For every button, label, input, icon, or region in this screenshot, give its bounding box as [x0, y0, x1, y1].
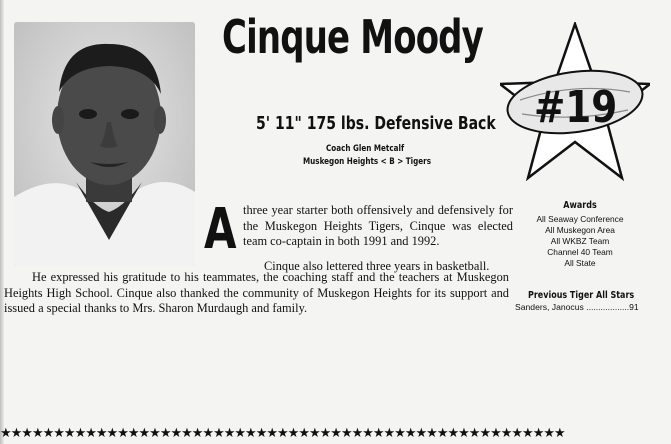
- school-name: Muskegon Heights < B > Tigers: [303, 157, 432, 167]
- drop-cap: A: [204, 197, 237, 262]
- player-photo: [14, 22, 195, 266]
- awards-list: [520, 214, 640, 269]
- list-item: All Muskegon Area: [545, 225, 615, 235]
- story-paragraph-1: three year starter both offensively and defensively for the Muskegon Heights Tigers, Cinque was elected team co-captain in both 1991 and 1992.: [243, 203, 513, 248]
- list-item: All State: [564, 258, 596, 268]
- page-binding-edge: [0, 0, 4, 444]
- previous-all-stars-heading: Previous Tiger All Stars: [528, 290, 635, 301]
- story-paragraph-2: Cinque also lettered three years in basketball.: [264, 259, 490, 273]
- jersey-number: #19: [533, 81, 618, 133]
- player-name: Cinque Moody: [222, 10, 483, 64]
- jersey-star-badge: [500, 22, 650, 182]
- awards-heading: Awards: [563, 200, 597, 211]
- player-stats: 5' 11" 175 lbs. Defensive Back: [256, 113, 496, 134]
- story-paragraph-3: He expressed his gratitude to his teammates, the coaching staff and the teachers at Muskegon Heights High School. Cinque also thanked the community of Muskegon Heights for its support and issued a special thanks to Mrs. Sharon Murdaugh and family.: [4, 270, 509, 315]
- previous-all-star-entry: Sanders, Janocus ..................91: [515, 302, 639, 312]
- list-item: All WKBZ Team: [550, 236, 610, 246]
- star-border: ★★★★★★★★★★★★★★★★★★★★★★★★★★★★★★★★★★★★★★★★★★★★★★★★★★★★★: [0, 426, 565, 441]
- list-item: All Seaway Conference: [536, 214, 624, 224]
- coach-name: Coach Glen Metcalf: [326, 144, 405, 154]
- list-item: Channel 40 Team: [547, 247, 613, 257]
